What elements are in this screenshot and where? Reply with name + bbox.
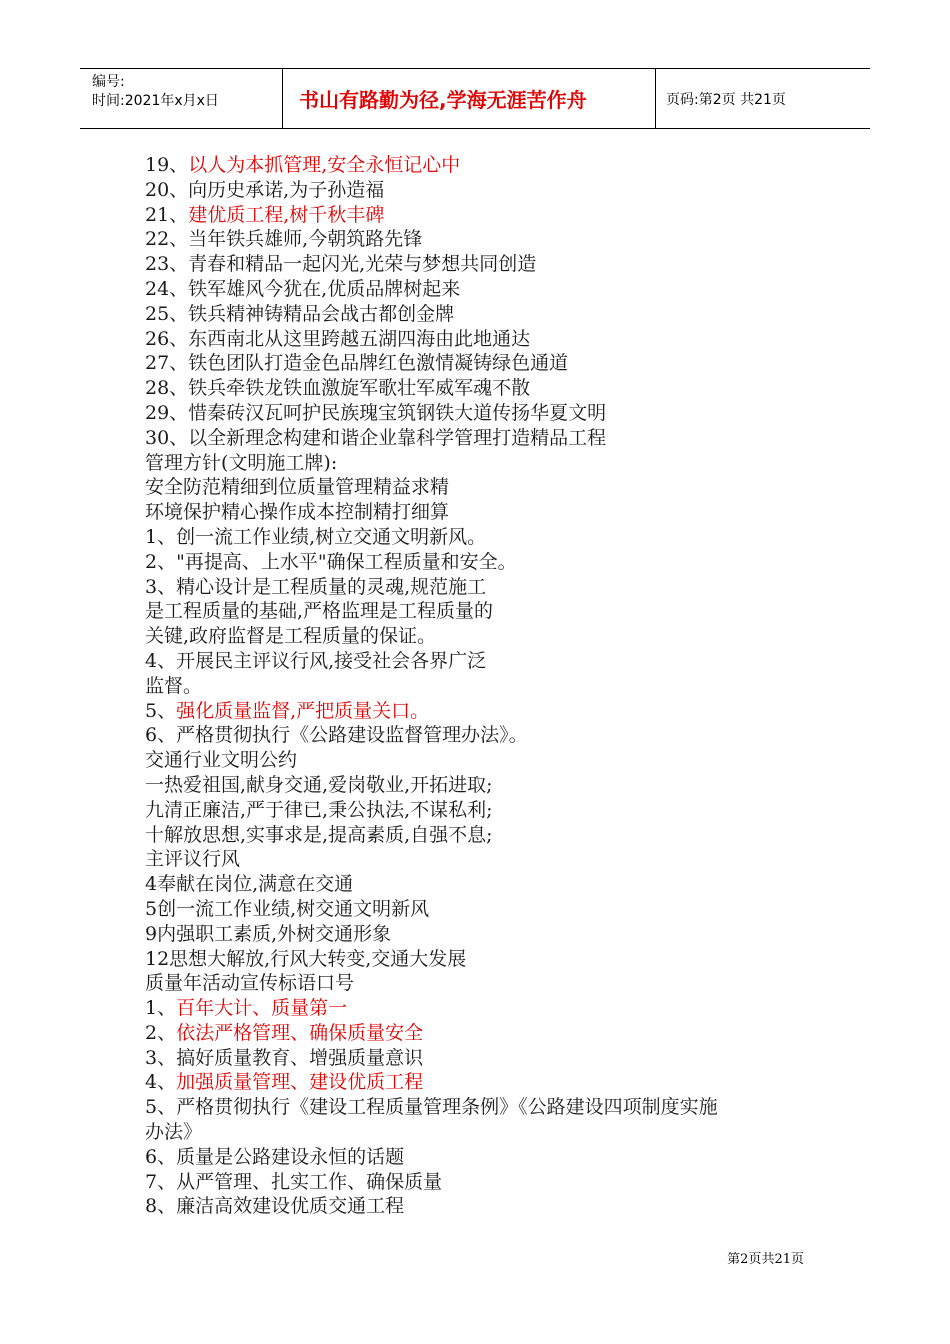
- line-text: 3、搞好质量教育、增强质量意识: [145, 1046, 424, 1069]
- line-text: 管理方针(文明施工牌):: [145, 451, 338, 474]
- line-text: 2、"再提高、上水平"确保工程质量和安全。: [145, 550, 517, 573]
- text-line: [145, 996, 825, 1021]
- line-text: 29、惜秦砖汉瓦呵护民族瑰宝筑钢铁大道传扬华夏文明: [145, 401, 607, 424]
- line-text: 20、向历史承诺,为子孙造福: [145, 178, 385, 201]
- text-line: [145, 302, 825, 327]
- line-text: 22、当年铁兵雄师,今朝筑路先锋: [145, 228, 423, 251]
- line-text: 主评议行风: [145, 848, 241, 871]
- text-line: [145, 624, 825, 649]
- line-text: 4、开展民主评议行风,接受社会各界广泛: [145, 649, 487, 672]
- header-motto: 书山有路勤为径,学海无涯苦作舟: [299, 88, 587, 112]
- text-line: [145, 203, 825, 228]
- line-text: 26、东西南北从这里跨越五湖四海由此地通达: [145, 327, 531, 350]
- line-text: 23、青春和精品一起闪光,光荣与梦想共同创造: [145, 253, 537, 276]
- text-line: [145, 376, 825, 401]
- line-number: 19、: [145, 154, 189, 176]
- line-text: 9内强职工素质,外树交通形象: [145, 922, 392, 945]
- line-text: 依法严格管理、确保质量安全: [176, 1021, 424, 1044]
- line-text: 28、铁兵牵铁龙铁血激旋军歌壮军威军魂不散: [145, 377, 531, 400]
- text-line: [145, 153, 825, 178]
- text-line: [145, 227, 825, 252]
- line-text: 5创一流工作业绩,树交通文明新风: [145, 897, 430, 920]
- text-line: [145, 748, 825, 773]
- line-text: 12思想大解放,行风大转变,交通大发展: [145, 947, 467, 970]
- text-line: [145, 599, 825, 624]
- document-body: [145, 153, 825, 1219]
- text-line: [145, 674, 825, 699]
- line-text: 十解放思想,实事求是,提高素质,自强不息;: [145, 823, 493, 846]
- header-page-cell: [656, 69, 870, 128]
- text-line: [145, 277, 825, 302]
- text-line: [145, 351, 825, 376]
- text-line: [145, 252, 825, 277]
- line-text: 27、铁色团队打造金色品牌红色激情凝铸绿色通道: [145, 352, 569, 375]
- line-text: 九清正廉洁,严于律已,秉公执法,不谋私利;: [145, 798, 493, 821]
- line-text: 办法》: [145, 1121, 203, 1144]
- line-text: 8、廉洁高效建设优质交通工程: [145, 1195, 405, 1218]
- text-line: [145, 475, 825, 500]
- text-line: [145, 947, 825, 972]
- line-number: 5、: [145, 699, 177, 722]
- text-line: [145, 798, 825, 823]
- line-text: 环境保护精心操作成本控制精打细算: [145, 501, 450, 524]
- header-motto-cell: [282, 69, 656, 128]
- line-number: 4、: [145, 1071, 177, 1094]
- text-line: [145, 699, 825, 724]
- text-line: [145, 922, 825, 947]
- text-line: [145, 872, 825, 897]
- text-line: [145, 971, 825, 996]
- text-line: [145, 451, 825, 476]
- line-text: 5、严格贯彻执行《建设工程质量管理条例》《公路建设四项制度实施: [145, 1096, 718, 1119]
- text-line: [145, 327, 825, 352]
- text-line: [145, 823, 825, 848]
- text-line: [145, 773, 825, 798]
- line-text: 是工程质量的基础,严格监理是工程质量的: [145, 600, 494, 623]
- line-text: 关键,政府监督是工程质量的保证。: [145, 625, 437, 648]
- text-line: [145, 847, 825, 872]
- text-line: [145, 525, 825, 550]
- line-number: 21、: [145, 203, 189, 226]
- line-text: 质量年活动宣传标语口号: [145, 972, 355, 995]
- line-text: 建优质工程,树千秋丰碑: [188, 203, 385, 226]
- line-number: 2、: [145, 1021, 177, 1044]
- text-line: [145, 649, 825, 674]
- text-line: [145, 1194, 825, 1219]
- text-line: [145, 1021, 825, 1046]
- line-text: 强化质量监督,严把质量关口。: [176, 699, 430, 722]
- line-text: 4奉献在岗位,满意在交通: [145, 873, 354, 896]
- text-line: [145, 178, 825, 203]
- line-text: 30、以全新理念构建和谐企业靠科学管理打造精品工程: [145, 426, 607, 449]
- line-text: 1、创一流工作业绩,树立交通文明新风。: [145, 525, 487, 548]
- line-text: 6、严格贯彻执行《公路建设监督管理办法》。: [145, 724, 528, 747]
- page-footer: 第2页共21页: [727, 1252, 804, 1267]
- text-line: [145, 1095, 825, 1120]
- line-text: 24、铁军雄风今犹在,优质品牌树起来: [145, 277, 461, 300]
- doc-number-label: 编号:: [92, 74, 125, 90]
- line-text: 7、从严管理、扎实工作、确保质量: [145, 1170, 443, 1193]
- line-number: 1、: [145, 997, 177, 1020]
- line-text: 监督。: [145, 674, 203, 697]
- text-line: [145, 1170, 825, 1195]
- text-line: [145, 723, 825, 748]
- text-line: [145, 575, 825, 600]
- text-line: [145, 1120, 825, 1145]
- text-line: [145, 1070, 825, 1095]
- line-text: 一热爱祖国,献身交通,爱岗敬业,开拓进取;: [145, 773, 493, 796]
- page-header-table: [80, 68, 870, 129]
- header-page-label: 页码:第2页 共21页: [666, 91, 786, 108]
- line-text: 6、质量是公路建设永恒的话题: [145, 1145, 405, 1168]
- text-line: [145, 401, 825, 426]
- text-line: [145, 426, 825, 451]
- text-line: [145, 1046, 825, 1071]
- line-text: 安全防范精细到位质量管理精益求精: [145, 476, 450, 499]
- line-text: 25、铁兵精神铸精品会战古都创金牌: [145, 302, 455, 325]
- text-line: [145, 1145, 825, 1170]
- text-line: [145, 500, 825, 525]
- text-line: [145, 897, 825, 922]
- line-text: 百年大计、质量第一: [176, 997, 348, 1020]
- line-text: 加强质量管理、建设优质工程: [176, 1071, 424, 1094]
- line-text: 以人为本抓管理,安全永恒记心中: [188, 154, 461, 176]
- line-text: 3、精心设计是工程质量的灵魂,规范施工: [145, 575, 487, 598]
- doc-time-label: 时间:2021年x月x日: [92, 93, 219, 109]
- line-text: 交通行业文明公约: [145, 749, 298, 772]
- text-line: [145, 550, 825, 575]
- header-info-cell: [80, 69, 282, 128]
